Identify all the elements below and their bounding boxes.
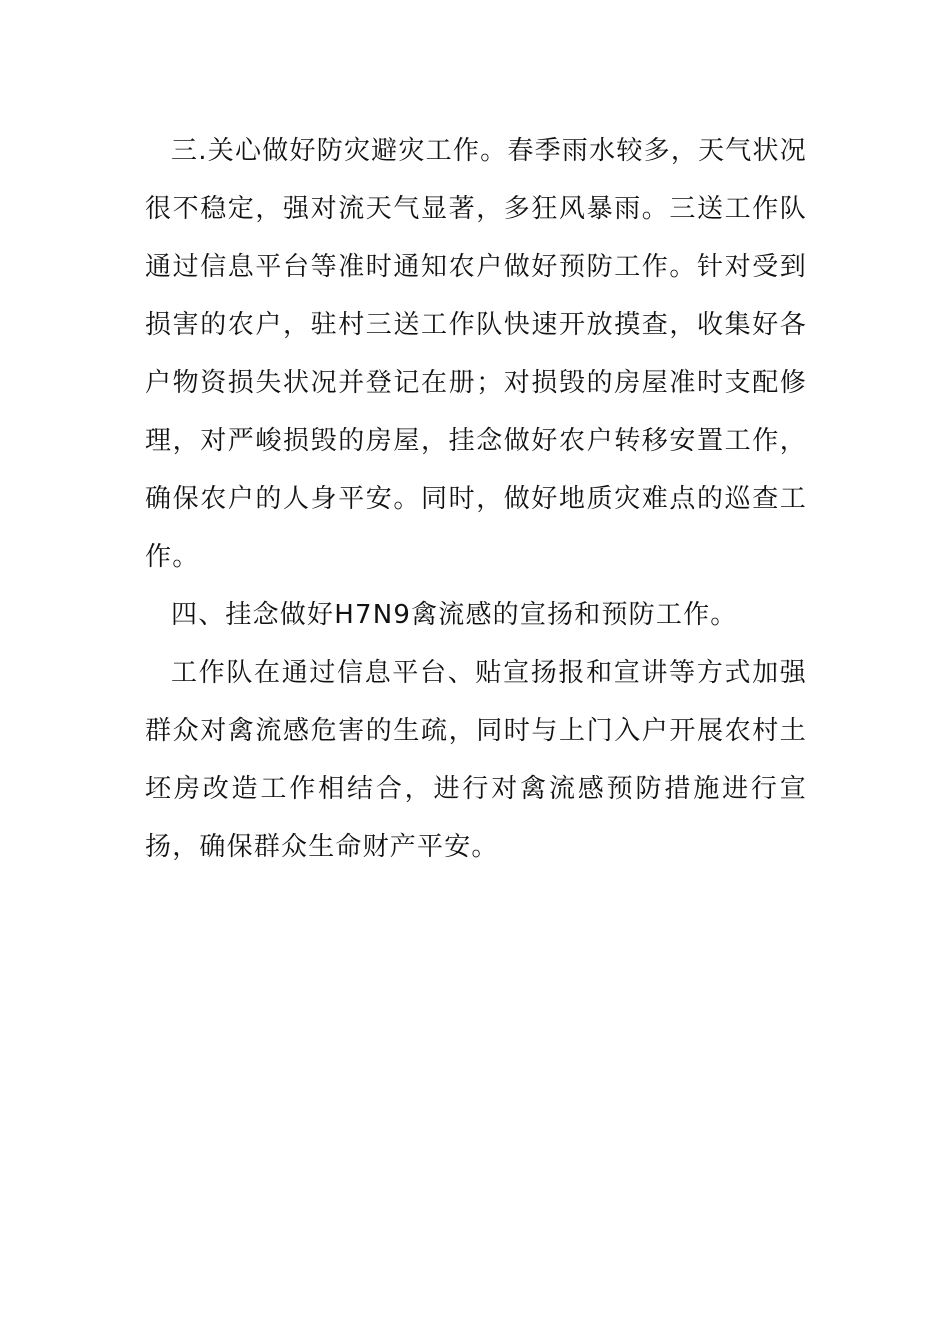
paragraph-h7n9-publicity: 工作队在通过信息平台、贴宣扬报和宣讲等方式加强群众对禽流感危害的生疏，同时与上门入户开展农村土坯房改造工作相结合，进行对禽流感预防措施进行宣扬，确保群众生命财产平安。 xyxy=(145,658,807,862)
document-body xyxy=(145,122,807,876)
paragraph-h7n9-heading: 四、挂念做好H7N9禽流感的宣扬和预防工作。 xyxy=(171,600,738,630)
paragraph-disaster-prevention: 三.关心做好防灾避灾工作。春季雨水较多，天气状况很不稳定，强对流天气显著，多狂风暴雨。三送工作队通过信息平台等准时通知农户做好预防工作。针对受到损害的农户，驻村三送工作队快速开放摸查，收集好各户物资损失状况并登记在册；对损毁的房屋准时支配修理，对严峻损毁的房屋，挂念做好农户转移安置工作，确保农户的人身平安。同时，做好地质灾难点的巡查工作。 xyxy=(145,136,807,572)
